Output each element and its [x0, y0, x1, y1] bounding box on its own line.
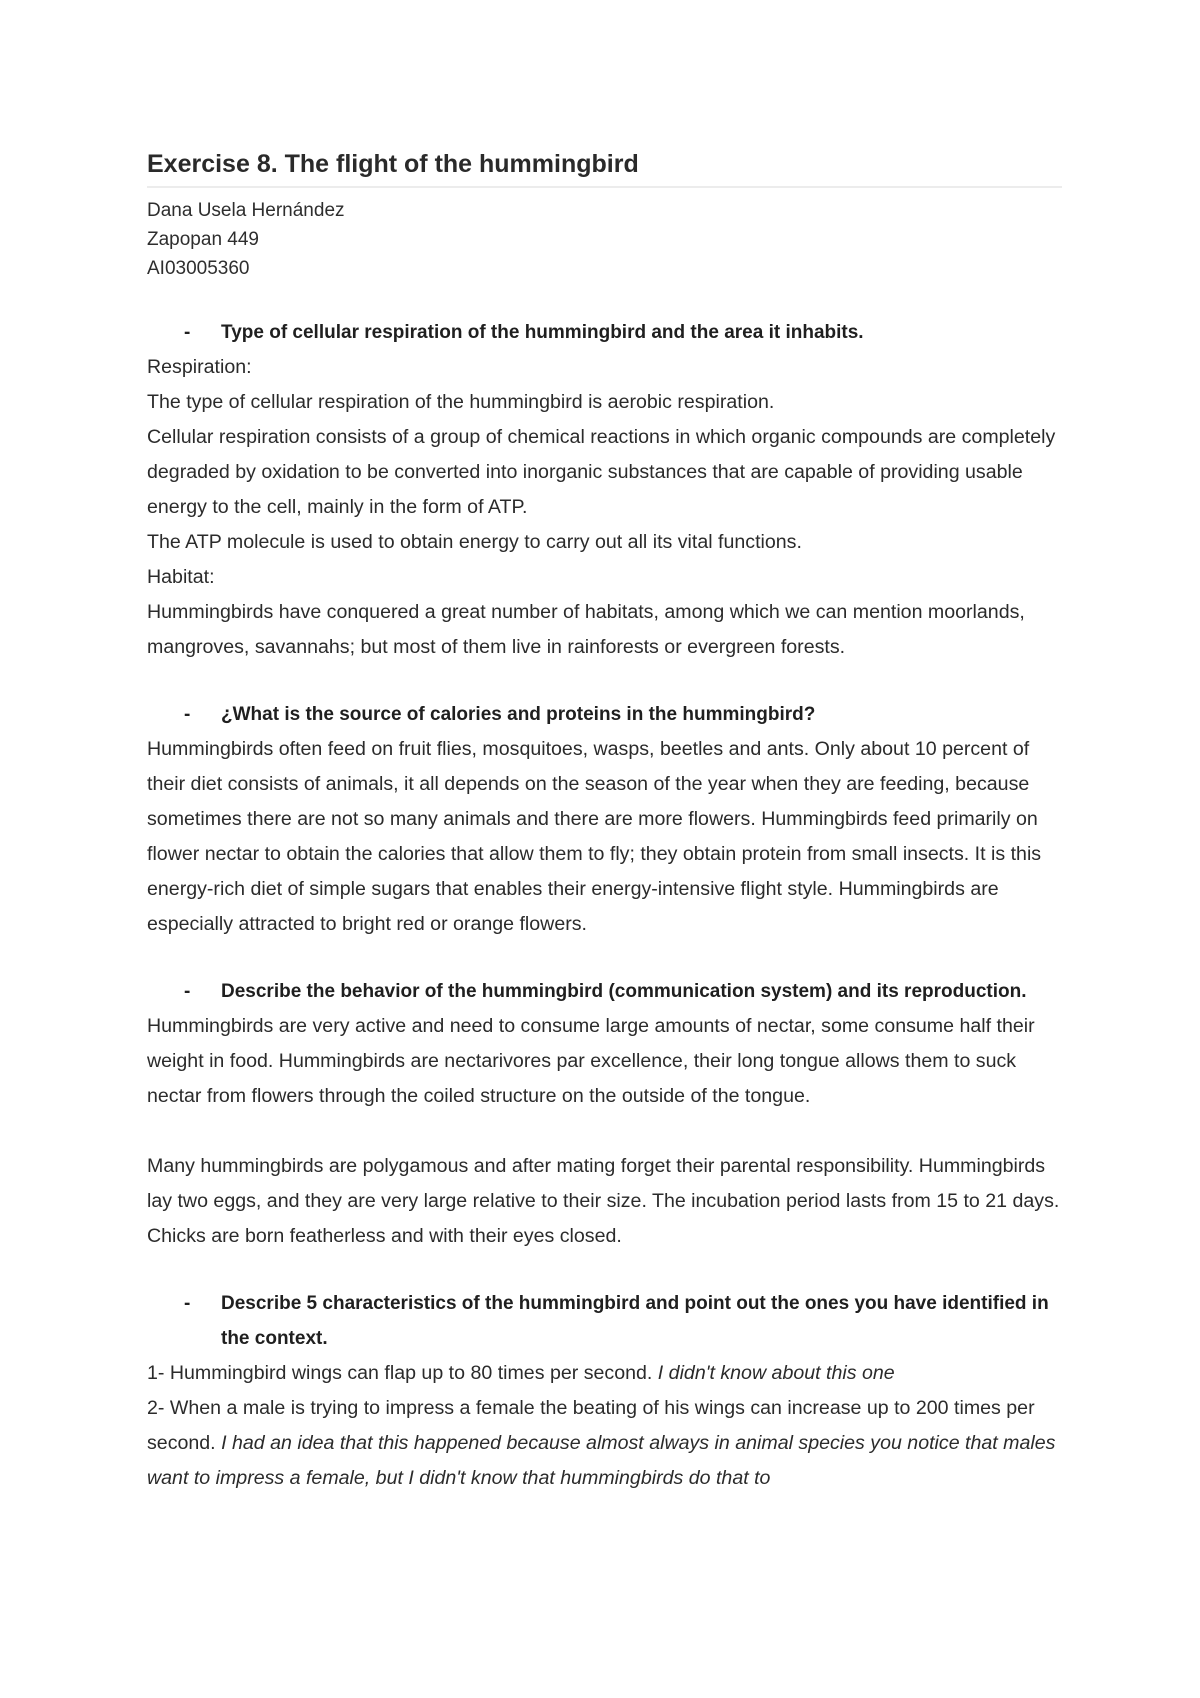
document-title: Exercise 8. The flight of the hummingbird — [147, 146, 1062, 188]
section-respiration — [147, 315, 1062, 665]
section-characteristics — [147, 1286, 1062, 1496]
bullet-dash: - — [184, 322, 191, 343]
question-text: Describe the behavior of the hummingbird (communication system) and its reproduction. — [221, 981, 1027, 1002]
question-heading — [147, 697, 1062, 732]
question-text: Type of cellular respiration of the hummingbird and the area it inhabits. — [221, 322, 864, 343]
question-text: ¿What is the source of calories and proteins in the hummingbird? — [221, 704, 816, 725]
bullet-dash: - — [184, 704, 191, 725]
characteristic-note: I had an idea that this happened because almost always in animal species you notice that males want to impress a female, but I didn't know that hummingbirds do that to — [147, 1432, 1056, 1489]
bullet-dash: - — [184, 1293, 191, 1314]
author-name: Dana Usela Hernández — [147, 200, 345, 221]
characteristic-item — [147, 1391, 1062, 1496]
student-id: AI03005360 — [147, 258, 250, 279]
question-heading — [147, 974, 1062, 1009]
paragraph: Habitat: — [147, 566, 215, 588]
section-diet — [147, 697, 1062, 942]
characteristic-item — [147, 1356, 1062, 1391]
paragraph: Hummingbirds have conquered a great number of habitats, among which we can mention moorlands, mangroves, savannahs; but most of them live in rainforests or evergreen forests. — [147, 601, 1025, 658]
author-info — [147, 196, 1062, 283]
section-behavior — [147, 974, 1062, 1254]
paragraph: Hummingbirds often feed on fruit flies, mosquitoes, wasps, beetles and ants. Only about 10 percent of their diet consists of animals, it all depends on the season of the year when they are feeding, because sometimes there are not so many animals and there are more flowers. Hummingbirds feed primarily on flower nectar to obtain the calories that allow them to fly; they obtain protein from small insects. It is this energy-rich diet of simple sugars that enables their energy-intensive flight style. Hummingbirds are especially attracted to bright red or orange flowers. — [147, 738, 1042, 935]
characteristic-text: 1- Hummingbird wings can flap up to 80 times per second. — [147, 1362, 653, 1384]
paragraph: Respiration: — [147, 356, 252, 378]
document-page — [147, 146, 1062, 1496]
question-text: Describe 5 characteristics of the hummingbird and point out the ones you have identified in the context. — [221, 1293, 1049, 1349]
paragraph: The type of cellular respiration of the hummingbird is aerobic respiration. — [147, 391, 775, 413]
author-location: Zapopan 449 — [147, 229, 259, 250]
question-heading — [147, 315, 1062, 350]
question-heading — [147, 1286, 1062, 1356]
characteristic-note: I didn't know about this one — [657, 1362, 895, 1384]
paragraph: Many hummingbirds are polygamous and after mating forget their parental responsibility. Hummingbirds lay two eggs, and they are very large relative to their size. The incubation period lasts from 15 to 21 days. Chicks are born featherless and with their eyes closed. — [147, 1155, 1060, 1247]
paragraph: The ATP molecule is used to obtain energy to carry out all its vital functions. — [147, 531, 802, 553]
bullet-dash: - — [184, 981, 191, 1002]
paragraph: Cellular respiration consists of a group of chemical reactions in which organic compounds are completely degraded by oxidation to be converted into inorganic substances that are capable of providing usable energy to the cell, mainly in the form of ATP. — [147, 426, 1056, 518]
characteristic-text: 2- When a male is trying to impress a female the beating of his wings can increase up to 200 times per second. — [147, 1397, 1035, 1454]
paragraph: Hummingbirds are very active and need to consume large amounts of nectar, some consume half their weight in food. Hummingbirds are nectarivores par excellence, their long tongue allows them to suck nectar from flowers through the coiled structure on the outside of the tongue. — [147, 1015, 1035, 1107]
